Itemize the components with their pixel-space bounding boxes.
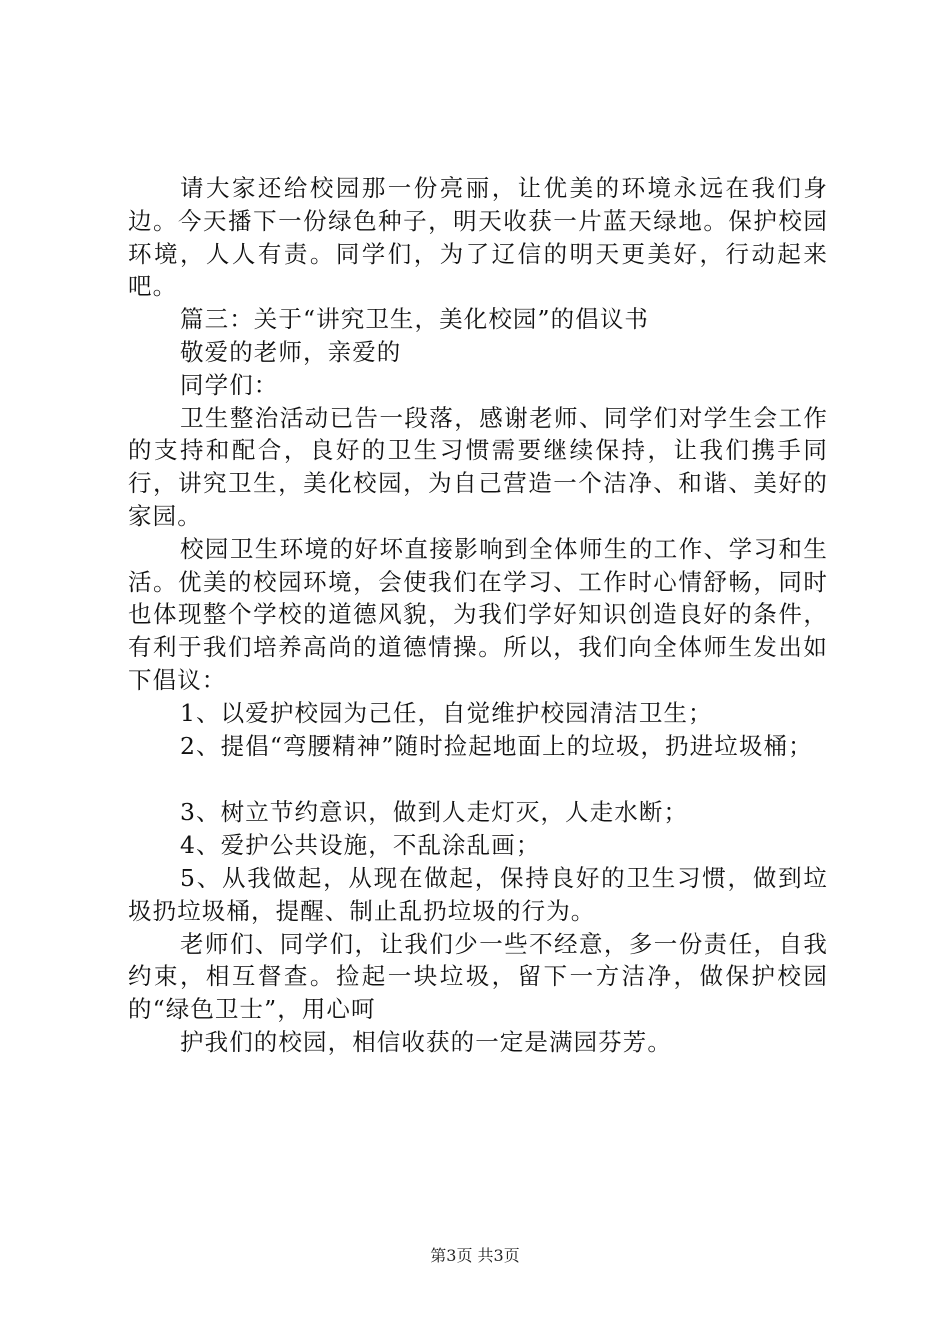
spacer — [128, 762, 828, 796]
page-number-footer: 第3页 共3页 — [430, 1246, 520, 1265]
section-title: 篇三：关于“讲究卫生，美化校园”的倡议书 — [180, 305, 650, 334]
proposal-item-2: 2、提倡“弯腰精神”随时捡起地面上的垃圾，扔进垃圾桶； — [180, 731, 813, 760]
appeal-paragraph: 老师们、同学们，让我们少一些不经意，多一份责任，自我约束，相互督查。捡起一块垃圾，留下一方洁净，做保护校园的“绿色卫士”，用心呵 — [128, 929, 828, 1024]
proposal-item-3: 3、树立节约意识，做到人走灯灭，人走水断； — [180, 798, 689, 827]
context-paragraph: 校园卫生环境的好坏直接影响到全体师生的工作、学习和生活。优美的校园环境，会使我们在学习、工作时心情舒畅，同时也体现整个学校的道德风貌，为我们学好知识创造良好的条件，有利于我们培养高尚的道德情操。所以，我们向全体师生发出如下倡议： — [128, 534, 828, 694]
document-body — [128, 172, 828, 1059]
proposal-item-1: 1、以爱护校园为己任，自觉维护校园清洁卫生； — [180, 698, 713, 727]
salutation-line-1: 敬爱的老师，亲爱的 — [180, 337, 402, 366]
final-line: 护我们的校园，相信收获的一定是满园芬芳。 — [180, 1027, 672, 1056]
proposal-item-4: 4、爱护公共设施，不乱涂乱画； — [180, 831, 541, 860]
proposal-item-5: 5、从我做起，从现在做起，保持良好的卫生习惯，做到垃圾扔垃圾桶，提醒、制止乱扔垃圾的行为。 — [128, 863, 828, 925]
intro-paragraph: 卫生整治活动已告一段落，感谢老师、同学们对学生会工作的支持和配合，良好的卫生习惯需要继续保持，让我们携手同行，讲究卫生，美化校园，为自己营造一个洁净、和谐、美好的家园。 — [128, 403, 828, 530]
salutation-line-2: 同学们： — [180, 370, 279, 399]
closing-paragraph: 请大家还给校园那一份亮丽，让优美的环境永远在我们身边。今天播下一份绿色种子，明天收获一片蓝天绿地。保护校园环境，人人有责。同学们，为了辽信的明天更美好，行动起来吧。 — [128, 174, 828, 301]
